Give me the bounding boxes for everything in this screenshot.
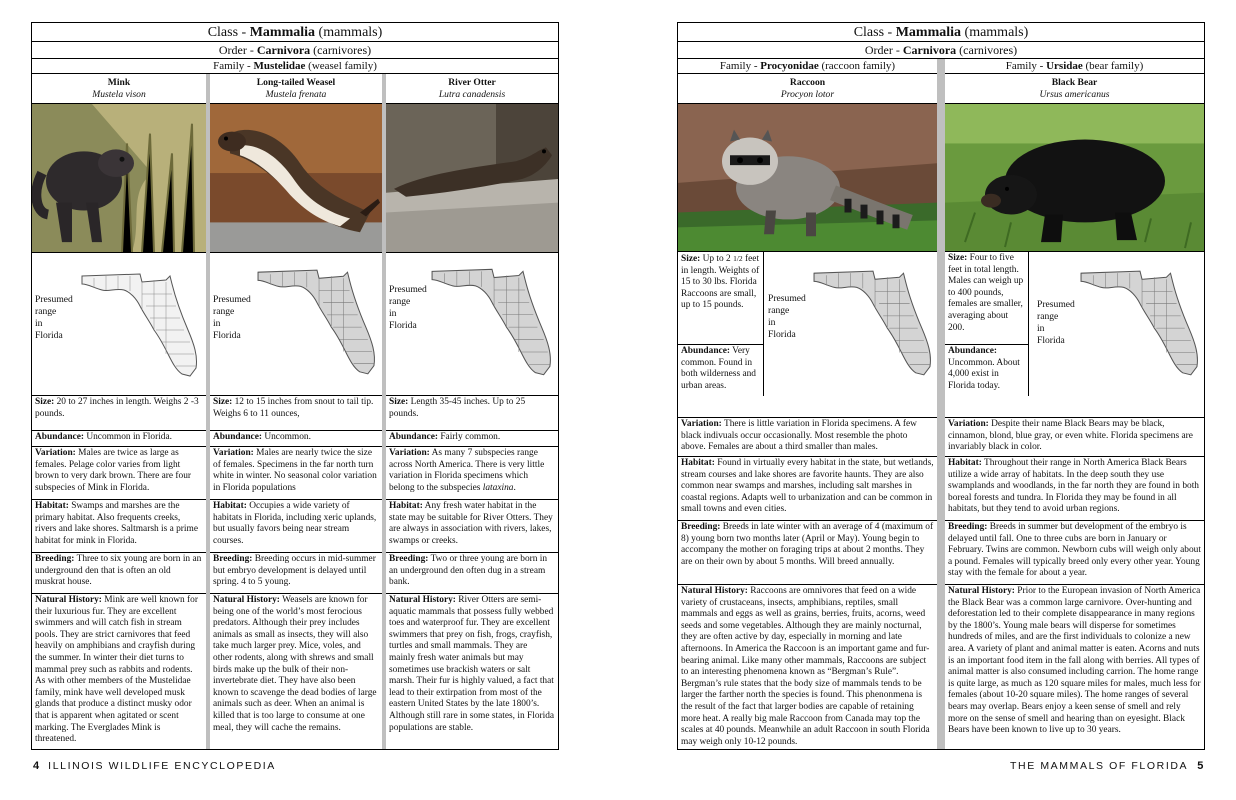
species-name: Black Bear: [1051, 77, 1098, 88]
order-header: Order - Carnivora (carnivores): [32, 42, 558, 59]
breeding-block: Breeding: Three to six young are born in an underground den that is often an old muskrat house.: [32, 553, 206, 594]
species-name: Long-tailed Weasel: [256, 77, 336, 88]
class-header: Class - Mammalia (mammals): [678, 23, 1204, 42]
range-map: [386, 253, 558, 396]
variation-block: Variation: There is little variation in Florida specimens. A few black indivuals occur occasionally. Most resemble the photo above. Females are about a third smaller than males.: [678, 417, 937, 457]
florida-map: [812, 256, 934, 390]
abundance-block: Abundance: Fairly common.: [386, 431, 558, 447]
size-block: Size: Up to 2 1/2 feet in length. Weights of 15 to 30 lbs. Florida Raccoons are small, up to 15 pounds.: [678, 252, 764, 345]
species-column-river-otter: [386, 74, 558, 749]
species-column-mink: [32, 74, 206, 749]
size-block: Size: 12 to 15 inches from snout to tail tip. Weighs 6 to 11 ounces,: [210, 396, 382, 431]
right-footer: [1010, 760, 1203, 772]
class-header: Class - Mammalia (mammals): [32, 23, 558, 42]
florida-map: [430, 257, 554, 387]
species-heading: [678, 77, 937, 101]
left-page: [31, 22, 559, 750]
range-map-label: Presumed range in Florida: [768, 293, 806, 340]
range-map-label: Presumed range in Florida: [35, 294, 73, 341]
range-map-label: Presumed range in Florida: [389, 284, 427, 331]
species-column-long-tailed-weasel: [210, 74, 382, 749]
variation-block: Variation: As many 7 subspecies range across North America. There is very little variation in Florida specimens which belong to the subspecies lataxina.: [386, 447, 558, 500]
breeding-block: Breeding: Breeds in summer but development of the embryo is delayed until fall. One to three cubs are born in January or February. Twins are common. Newborn cubs will weigh only about a pound. Females will typically breed only every other year. Young stay with the female for about a year.: [945, 521, 1204, 585]
abundance-block: Abundance: Uncommon. About 4,000 exist in Florida today.: [945, 345, 1029, 396]
breeding-block: Breeding: Two or three young are born in an underground den often dug in a stream bank.: [386, 553, 558, 594]
natural-history-block: Natural History: Prior to the European invasion of North America the Black Bear was a common large carnivore. Over-hunting and deforestation led to their complete disappearance in many regions by the 1800’s. Young male bears will disperse for sometimes hundreds of miles, and are the first individuals to colonize a new area. A variety of plant and animal matter is eaten. Acorns and nuts is an important food item in the fall along with berries. All types of animal matter is also consumed including carrion. The home range is quite large, as much as 120 square miles for males, much less for females (about 10-20 square miles). The home ranges of several bears may overlap. Bears enjoy a keen sense of smell and rely more on the sense of smell and hearing than on eyesight. Black Bears have been known to live up to 30 years.: [948, 586, 1201, 736]
range-map: [678, 252, 937, 396]
florida-map: [1079, 256, 1201, 390]
scientific-name: Mustela vison: [92, 89, 146, 100]
natural-history-block: Natural History: Weasels are known for being one of the world’s most ferocious predators. Although their prey includes animals as small as insects, they will also take much larger prey. Mice, voles, and other rodents, along with shrews and small birds make up the bulk of their non-invertebrate diet. They have also been known to scavenge the dead bodies of large animals such as deer. When an animal is killed that is too large to consume at one meal, they will cache the remains.: [213, 595, 377, 733]
species-heading: [945, 77, 1204, 101]
florida-map: [80, 261, 200, 389]
abundance-block: Abundance: Uncommon.: [210, 431, 382, 447]
otter-photo: [386, 103, 558, 253]
habitat-block: Habitat: Swamps and marshes are the primary habitat. Also frequents creeks, rivers and lake shores. Saltmarsh is a prime habitat for mink in Florida.: [32, 500, 206, 553]
raccoon-photo: [678, 103, 937, 252]
breeding-block: Breeding: Breeds in late winter with an average of 4 (maximum of 8) young born two months later (April or May). Young begin to accompany the mother on foraging trips at about 2 months. They are on their own by about 5 months. Will breed annually.: [678, 521, 937, 585]
habitat-block: Habitat: Found in virtually every habitat in the state, but wetlands, stream courses and lake shores are favorite haunts. They are also common near swamps and marshes, including salt marshes in coastal regions. Adapts well to urbanization and can be common in small towns and even cities.: [678, 457, 937, 521]
florida-map: [256, 257, 378, 387]
species-name: River Otter: [448, 77, 496, 88]
right-page: [677, 22, 1205, 750]
range-map: [32, 253, 206, 396]
species-column-raccoon: [678, 59, 937, 749]
weasel-photo: [210, 103, 382, 253]
natural-history-block: Natural History: Mink are well known for their luxurious fur. They are excellent swimmers and will catch fish in stream pools. They are strict carnivores that feed heavily on amphibians and crayfish during the summer. In winter their diet turns to mammal prey such as rabbits and rodents. As with other members of the Mustelidae family, mink have well developed musk glands that produce a distinct musky odor that is apparent when agitated or scent marking. The Everglades Mink is threatened.: [35, 595, 198, 745]
bear-photo: [945, 103, 1204, 252]
species-heading: [386, 77, 558, 101]
species-heading: [32, 77, 206, 101]
species-column-black-bear: [945, 59, 1204, 749]
order-header: Order - Carnivora (carnivores): [678, 42, 1204, 59]
scientific-name: Procyon lotor: [780, 89, 835, 100]
column-separator: [937, 59, 945, 749]
habitat-block: Habitat: Occupies a wide variety of habitats in Florida, including xeric uplands, but usually favors being near stream courses.: [210, 500, 382, 553]
breeding-block: Breeding: Breeding occurs in mid-summer but embryo development is delayed until spring. 4 to 5 young.: [210, 553, 382, 594]
variation-block: Variation: Males are nearly twice the size of females. Specimens in the far north turn white in winter. No seasonal color variation in Florida populations: [210, 447, 382, 500]
natural-history-block: Natural History: River Otters are semi-aquatic mammals that possess fully webbed toes and waterproof fur. They are excellent swimmers that prey on fish, frogs, crayfish, turtles and small mammals. They are mainly fresh water animals but may sometimes use brackish waters or salt marsh. Their fur is highly valued, a fact that lead to their extirpation from most of the eastern United States by the late 1800’s. Although still rare in some states, in Florida populations are stable.: [389, 595, 555, 733]
family-header: Family - Procyonidae (raccoon family): [678, 59, 937, 74]
mink-photo: [32, 103, 206, 253]
size-block: Size: 20 to 27 inches in length. Weighs 2 -3 pounds.: [32, 396, 206, 431]
scientific-name: Mustela frenata: [265, 89, 327, 100]
natural-history-block: Natural History: Raccoons are omnivores that feed on a wide variety of crustaceans, insects, amphibians, reptiles, small mammals and eggs as well as grains, berries, fruits, acorns, weed seeds and some vegetables. Although they are mainly nocturnal, they are often active by day, especially in morning and late afternoons. In America the Raccoon is an important game and fur-bearing animal. Like many other mammals, Raccoons are subject to an interesting phenomena known as “Bergman’s Rule”. Bergman’s rule states that the body size of mammals tends to be larger the farther north the species is found. This phenonmena is the result of the fact that larger bodies are capable of retaining more heat. A really big male Raccoon from Canada may top the scales at 40 pounds. Meanwhile an adult Raccoon in south Florida may weigh only 10-12 pounds.: [681, 586, 930, 747]
range-map-label: Presumed range in Florida: [213, 294, 251, 341]
species-name: Raccoon: [789, 77, 826, 88]
footer-title: THE MAMMALS OF FLORIDA: [1010, 760, 1189, 772]
habitat-block: Habitat: Any fresh water habitat in the state may be suitable for River Otters. They are always in association with rivers, lakes, swamps or creeks.: [386, 500, 558, 553]
size-block: Size: Length 35-45 inches. Up to 25 pounds.: [386, 396, 558, 431]
size-block: Size: Four to five feet in total length. Males can weigh up to 400 pounds, females are smaller, averaging about 200.: [945, 252, 1029, 345]
species-name: Mink: [107, 77, 131, 88]
family-header: Family - Mustelidae (weasel family): [32, 59, 558, 74]
range-map-label: Presumed range in Florida: [1037, 299, 1075, 346]
scientific-name: Lutra canadensis: [438, 89, 506, 100]
left-footer: [33, 760, 276, 772]
abundance-block: Abundance: Uncommon in Florida.: [32, 431, 206, 447]
habitat-block: Habitat: Throughout their range in North America Black Bears utilize a wide array of habitats. In the deep south they use swamplands and woodlands, in the far north they are found in both boreal forests and tundra. In Florida they may be found in all habitats, but they tend to avoid urban regions.: [945, 457, 1204, 521]
species-heading: [210, 77, 382, 101]
variation-block: Variation: Males are twice as large as females. Pelage color varies from light brown to very dark brown. There are four subspecies of Mink in Florida.: [32, 447, 206, 500]
scientific-name: Ursus americanus: [1039, 89, 1110, 100]
abundance-block: Abundance: Very common. Found in both wilderness and urban areas.: [678, 345, 764, 396]
page-number: 5: [1197, 760, 1204, 772]
variation-block: Variation: Despite their name Black Bears may be black, cinnamon, blond, blue gray, or even white. Florida specimens are invariably black in color.: [945, 417, 1204, 457]
family-header: Family - Ursidae (bear family): [945, 59, 1204, 74]
page-number: 4: [33, 760, 40, 772]
footer-title: ILLINOIS WILDLIFE ENCYCLOPEDIA: [48, 760, 276, 772]
range-map: [210, 253, 382, 396]
range-map: [945, 252, 1204, 396]
